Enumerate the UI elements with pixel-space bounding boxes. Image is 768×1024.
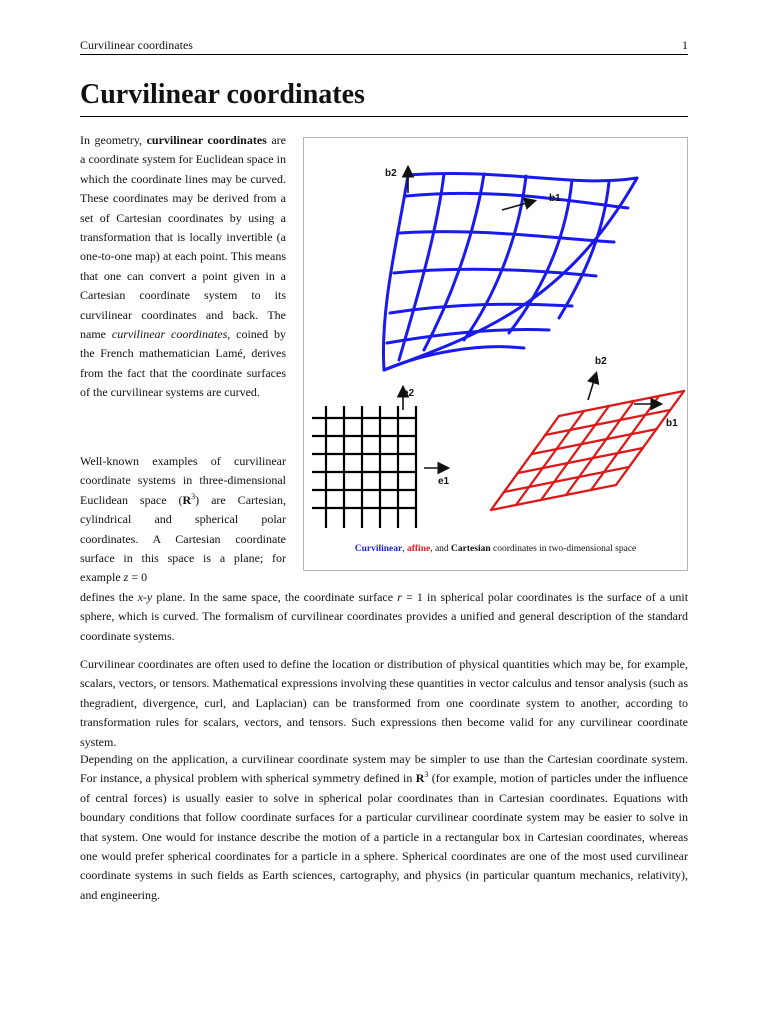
basis-arrows <box>403 168 660 468</box>
cartesian-grid <box>312 406 416 528</box>
label-b1-affine: b1 <box>666 418 678 429</box>
examples-paragraph-column: Well-known examples of curvilinear coordinate systems in three-dimensional Euclidean space $(R^3)$ are Cartesian, cylindrical and spherical polar coordinates. A Cartesian coordinate surface in this space is a plane; for example z = 0 <box>80 454 286 585</box>
label-e2: e2 <box>403 388 415 399</box>
basis-labels <box>385 168 678 487</box>
page-title: Curvilinear coordinates <box>80 78 688 117</box>
applications-paragraph: Curvilinear coordinates are often used to define the location or distribution of physical quantities which may be, for example, scalars, vectors, or tensors. Mathematical expressions involving these quantities in vector calculus and tensor analysis (such as thegradient, divergence, curl, and Laplacian) can be transformed from one coordinate system to another, according to transformation rules for scalars, vectors, and tensors. Such expressions then become valid for any curvilinear coordinate system. <box>80 657 688 749</box>
coordinates-figure <box>303 137 688 571</box>
arrow-b2-affine <box>588 374 596 400</box>
term-curvilinear-coordinates: curvilinear coordinates <box>146 133 267 147</box>
intro-paragraph: In geometry, curvilinear coordinates are a coordinate system for Euclidean space in which the coordinate lines may be curved. These coordinates may be derived from a set of Cartesian coordinates by using a transformation that is locally invertible (a one-to-one map) at each point. This means that one can convert a point given in a Cartesian coordinate system to its curvilinear coordinates and back. The name curvilinear coordinates, coined by the French mathematician Lamé, derives from the fact that the coordinate surfaces of the curvilinear systems are curved. <box>80 133 287 400</box>
affine-grid <box>491 391 684 510</box>
examples-paragraph-continued: defines the x-y plane. In the same space, the coordinate surface r = 1 in spherical polar coordinates is the surface of a unit sphere, which is curved. The formalism of curvilinear coordinates provides a unified and general description of the standard coordinate systems. <box>80 590 689 643</box>
page-number: 1 <box>682 38 688 52</box>
coordinates-diagram <box>304 138 687 538</box>
spherical-paragraph: Depending on the application, a curvilinear coordinate system may be simpler to use than the Cartesian coordinate system. For instance, a physical problem with spherical symmetry defined in $R^3$ (for example, motion of particles under the influence of central forces) is usually easier to solve in spherical polar coordinates than in Cartesian coordinates. Equations with boundary conditions that follow coordinate surfaces for a particular curvilinear coordinate system may be easier to solve in that system. One would for instance describe the motion of a particle in a rectangular box in Cartesian coordinates, whereas one would prefer spherical coordinates for a particle in a sphere. Spherical coordinates are one of the most used curvilinear coordinate systems in such fields as Earth sciences, cartography, and physics (in particular quantum mechanics, relativity), and engineering. <box>80 752 689 902</box>
label-b2-curvilinear: b2 <box>385 168 397 179</box>
arrow-b1-curvilinear <box>502 201 534 210</box>
label-e1: e1 <box>438 476 450 487</box>
figure-caption: Curvilinear, affine, and Cartesian coordinates in two-dimensional space <box>354 544 637 554</box>
running-title: Curvilinear coordinates <box>80 38 193 52</box>
running-header <box>80 38 688 55</box>
label-b1-curvilinear: b1 <box>549 193 561 204</box>
curvilinear-grid <box>383 173 637 370</box>
label-b2-affine: b2 <box>595 356 607 367</box>
